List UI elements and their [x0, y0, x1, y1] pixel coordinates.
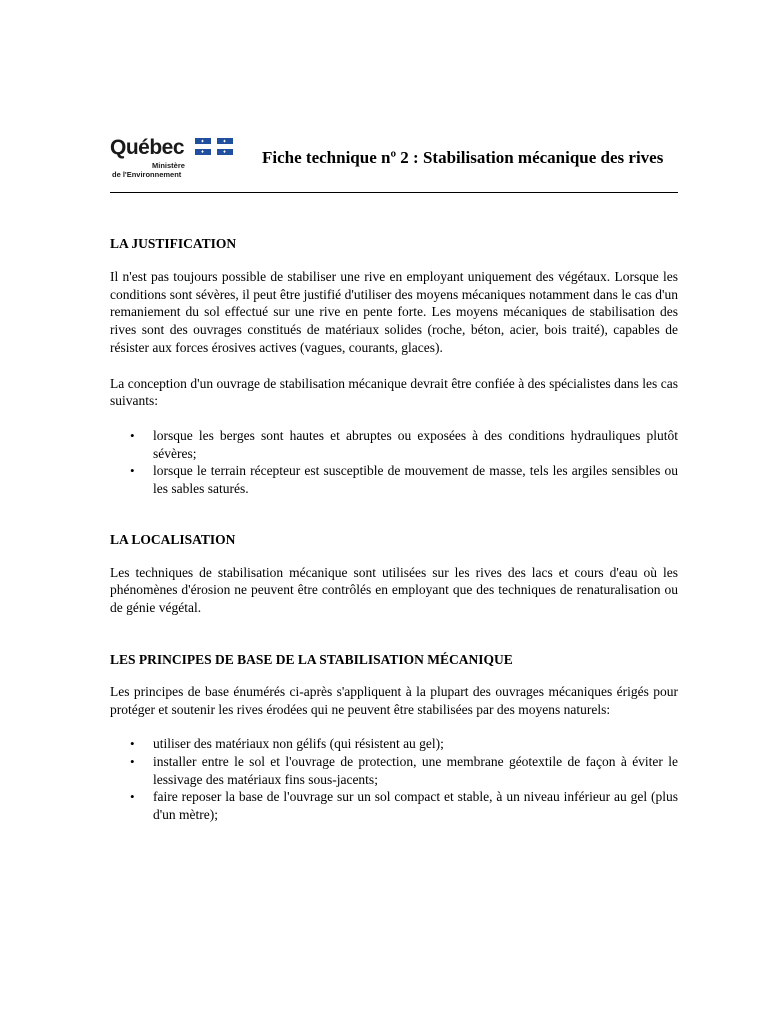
logo-wordmark: Québec — [110, 136, 185, 159]
document-body — [110, 235, 678, 824]
list-item-text: faire reposer la base de l'ouvrage sur un sol compact et stable, à un niveau inférieur au gel (plus d'un mètre); — [153, 789, 678, 823]
list-item-text: lorsque le terrain récepteur est susceptible de mouvement de masse, tels les argiles sensibles ou les sables saturés. — [153, 463, 678, 497]
list-item — [110, 427, 678, 462]
logo-line-environnement: de l'Environnement — [112, 169, 182, 179]
list-item — [110, 753, 678, 788]
bullet-icon: • — [130, 789, 135, 805]
fleurdelise-flag-icon — [195, 138, 233, 155]
paragraph-localisation-1: Les techniques de stabilisation mécanique sont utilisées sur les rives des lacs et cours d'eau où les phénomènes d'érosion ne peuvent être contrôlés en employant que des techniques de renaturalisation ou de génie végétal. — [110, 564, 678, 616]
paragraph-justification-1: Il n'est pas toujours possible de stabiliser une rive en employant uniquement des végétaux. Lorsque les conditions sont sévères, il peut être justifié d'utiliser des moyens mécaniques notamment dans le cas d'un remaniement du sol effectué sur une rive en pente forte. Les moyens mécaniques de stabilisation des rives sont des ouvrages constitués de matériaux solides (roche, béton, acier, bois traité), capables de résister aux forces érosives actives (vagues, courants, glaces). — [110, 269, 678, 355]
bullet-icon: • — [130, 736, 135, 752]
bullet-icon: • — [130, 463, 135, 479]
list-item — [110, 462, 678, 497]
list-principes — [110, 735, 678, 824]
list-item-text: utiliser des matériaux non gélifs (qui résistent au gel); — [153, 736, 444, 752]
list-item-text: lorsque les berges sont hautes et abruptes ou exposées à des conditions hydrauliques plutôt sévères; — [153, 427, 678, 461]
header-divider — [110, 192, 678, 193]
bullet-icon: • — [130, 753, 135, 769]
list-item — [110, 788, 678, 823]
logo-ministry-name — [110, 162, 222, 179]
paragraph-justification-2: La conception d'un ouvrage de stabilisation mécanique devrait être confiée à des spécialistes dans les cas suivants: — [110, 375, 678, 409]
paragraph-principes-1: Les principes de base énumérés ci-après s'appliquent à la plupart des ouvrages mécaniques érigés pour protéger et soutenir les rives érodées qui ne peuvent être stabilisées par des moyens naturels: — [110, 683, 678, 717]
list-item-text: installer entre le sol et l'ouvrage de protection, une membrane géotextile de façon à éviter le lessivage des matériaux fins sous-jacents; — [153, 753, 678, 787]
list-justification — [110, 427, 678, 498]
page-title: Fiche technique nº 2 : Stabilisation mécanique des rives — [262, 148, 664, 167]
heading-justification: LA JUSTIFICATION — [110, 236, 237, 251]
quebec-logo — [110, 136, 230, 184]
list-item — [110, 735, 678, 753]
heading-localisation: LA LOCALISATION — [110, 531, 236, 547]
bullet-icon: • — [130, 427, 135, 443]
heading-principes: LES PRINCIPES DE BASE DE LA STABILISATION MÉCANIQUE — [110, 651, 513, 667]
logo-line-ministere: Ministère — [152, 161, 185, 170]
